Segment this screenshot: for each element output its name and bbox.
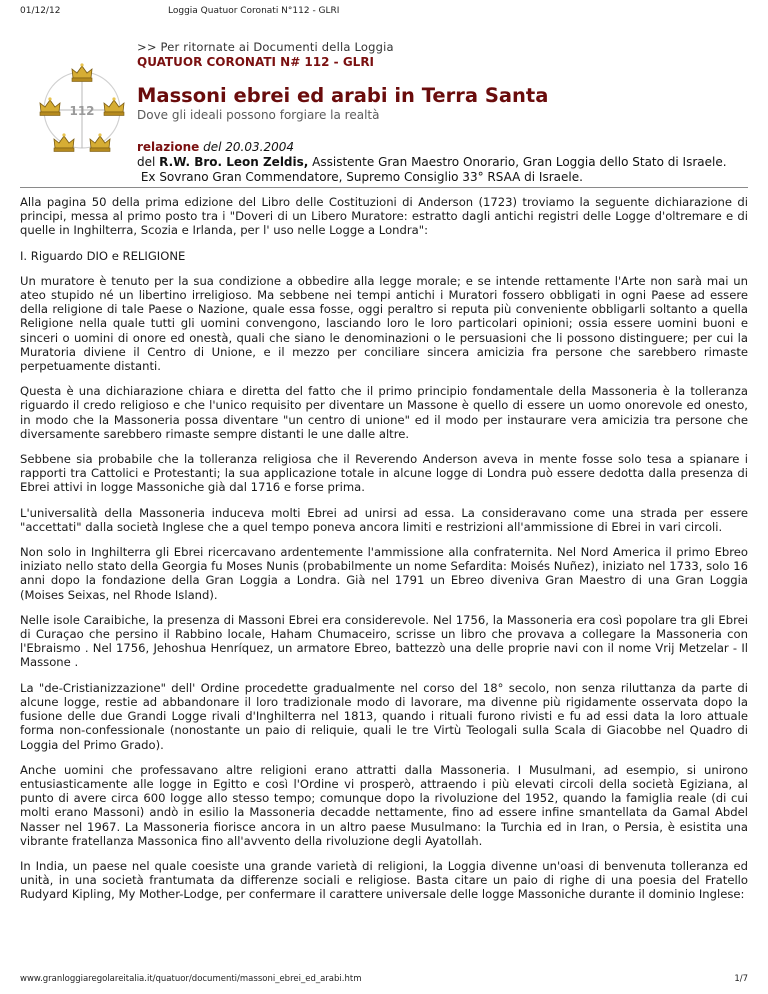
report-date: del 20.03.2004 — [203, 140, 294, 154]
page-subtitle: Dove gli ideali possono forgiare la realtà — [137, 108, 380, 122]
crown-icon — [104, 97, 124, 115]
paragraph: Nelle isole Caraibiche, la presenza di Massoni Ebrei era considerevole. Nel 1756, la Massoneria era così popolare tra gli Ebrei di Curaçao che persino il Rabbino locale, Haham Chumaceiro, scrisse un libro che provava a collegare la Massoneria con l'Ebraismo . Nel 1756, Jehoshua Henríquez, un armatore Ebreo, battezzò una delle proprie navi con il nome Vrij Metzelar - Il Massone . — [20, 612, 748, 670]
page-url: www.granloggiaregolareitalia.it/quatuor/documenti/massoni_ebrei_ed_arabi.htm — [20, 974, 362, 984]
author-prefix: del — [137, 155, 156, 169]
print-date: 01/12/12 — [20, 6, 61, 16]
lodge-name: QUATUOR CORONATI N# 112 - GLRI — [137, 55, 375, 69]
report-info — [137, 140, 737, 185]
lodge-logo — [36, 58, 128, 162]
paragraph: Sebbene sia probabile che la tolleranza religiosa che il Reverendo Anderson aveva in mente fosse solo tesa a spianare i rapporti tra Cattolici e Protestanti; la sua applicazione totale in alcune logge di Londra può essere dedotta dalla presenza di Ebrei attivi in logge Massoniche già dal 1716 e forse prima. — [20, 452, 748, 495]
report-word: relazione — [137, 140, 200, 154]
crown-icon — [54, 133, 74, 151]
page-title: Massoni ebrei ed arabi in Terra Santa — [137, 84, 549, 107]
paragraph: Non solo in Inghilterra gli Ebrei ricercavano ardentemente l'ammissione alla confraternita. Nel Nord America il primo Ebreo iniziato nello stato della Georgia fu Moses Nunis (probabilmente un nome Sefardita: Moisés Nuñez), iniziato nel 1733, solo 16 anni dopo la fondazione della Gran Loggia a Londra. Già nel 1791 un Ebreo diveniva Gran Maestro di una Gran Loggia (Moises Seixas, nel Rhode Island). — [20, 545, 748, 602]
page-number: 1/7 — [734, 974, 748, 984]
page-header — [137, 40, 737, 185]
logo-number: 112 — [69, 104, 95, 118]
section-heading: I. Riguardo DIO e RELIGIONE — [20, 248, 186, 263]
paragraph: La "de-Cristianizzazione" dell' Ordine procedette gradualmente nel corso del 18° secolo, non senza riluttanza da parte di alcune logge, restie ad abbandonare il loro tradizionale modo di lavorare, ma divenne più rigidamente osservata dopo la fusione delle due Grandi Logge rivali d'Inghilterra nel 1813, quando i rituali furono rivisti e fu ad essi data la loro attuale forma non-confessionale (nonostante un paio di reliquie, quali le tre Virtù Teologali sulla Scala di Giacobbe nel Quadro di Loggia del Primo Grado). — [20, 680, 748, 752]
crown-icon — [72, 63, 92, 81]
print-header — [20, 6, 748, 20]
back-to-documents-link[interactable]: >> Per ritornate ai Documenti della Loggia — [137, 40, 394, 54]
crown-icon — [90, 133, 110, 151]
paragraph: Anche uomini che professavano altre religioni erano attratti dalla Massoneria. I Musulmani, ad esempio, si unirono entusiasticamente alle logge in Egitto e così l'Ordine vi prosperò, attraendo i più elevati circoli della società Egiziana, al punto di avere circa 600 logge allo stesso tempo; comunque dopo la rivoluzione del 1952, quando la famiglia reale (di cui molti erano Massoni) andò in esilio la Massoneria decadde nettamente, fino ad essere infine smantellata da Gamal Abdel Nasser nel 1967. La Massoneria fiorisce ancora in un altro paese Musulmano: la Turchia ed in Iran, o Persia, è esistita una vibrante fratellanza Massonica fino all'avvento della rivoluzione degli Ayatollah. — [20, 762, 748, 848]
print-footer — [20, 972, 748, 984]
header-divider — [20, 187, 748, 188]
paragraph: Un muratore è tenuto per la sua condizione a obbedire alla legge morale; e se intende rettamente l'Arte non sarà mai un ateo stupido né un libertino irreligioso. Ma sebbene nei tempi antichi i Muratori fossero obbligati in ogni Paese ad essere della religione di tale Paese o Nazione, quale essa fosse, oggi peraltro si reputa più conveniente obbligarli soltanto a quella Religione nella quale tutti gli uomini convengono, lasciando loro le loro particolari opinioni; ossia essere uomini buoni e sinceri o uomini di onore ed onestà, quali che siano le denominazioni o le persuasioni che li possono distinguere; per cui la Muratoria diviene il Centro di Unione, e il mezzo per conciliare sincera amicizia fra persone che sarebbero rimaste perpetuamente distanti. — [20, 273, 748, 374]
author-role: Assistente Gran Maestro Onorario, Gran Loggia dello Stato di Israele. — [312, 155, 727, 169]
paragraph: Questa è una dichiarazione chiara e diretta del fatto che il primo principio fondamentale della Massoneria è la tolleranza riguardo il credo religioso e che l'unico requisito per diventare un Massone è quello di essere un uomo onorevole ed onesto, in modo che la Massoneria possa diventare "un centro di unione" ed il modo per instaurare vera amicizia tra persone che diversamente sarebbero rimaste sempre distanti le une dalle altre. — [20, 384, 748, 441]
crown-icon — [40, 97, 60, 115]
paragraph: L'universalità della Massoneria induceva molti Ebrei ad unirsi ad essa. La consideravano come una strada per essere "accettati" dalla società Inglese che a quel tempo poneva ancora limiti e restrizioni all'ammissione di Ebrei in vari circoli. — [20, 505, 748, 534]
paragraph: In India, un paese nel quale coesiste una grande varietà di religioni, la Loggia divenne un'oasi di benvenuta tolleranza ed unità, in una società frantumata da differenze sociali e religiose. Basta citare un paio di righe di una poesia del Fratello Rudyard Kipling, My Mother-Lodge, per confermare il carattere universale delle logge Massoniche durante il dominio Inglese: — [20, 858, 748, 902]
author-name: R.W. Bro. Leon Zeldis, — [159, 155, 309, 169]
article-body — [20, 195, 748, 913]
paragraph: Alla pagina 50 della prima edizione del Libro delle Costituzioni di Anderson (1723) troviamo la seguente dichiarazione di principi, messa al primo posto tra i "Doveri di un Libero Muratore: estratto dagli antichi registri delle Logge d'oltremare e di quelle in Inghilterra, Scozia e Irlanda, per l' uso nelle Logge a Londra": — [20, 195, 748, 238]
print-title: Loggia Quatuor Coronati N°112 - GLRI — [168, 6, 340, 16]
author-role-2: Ex Sovrano Gran Commendatore, Supremo Consiglio 33° RSAA di Israele. — [137, 170, 583, 184]
